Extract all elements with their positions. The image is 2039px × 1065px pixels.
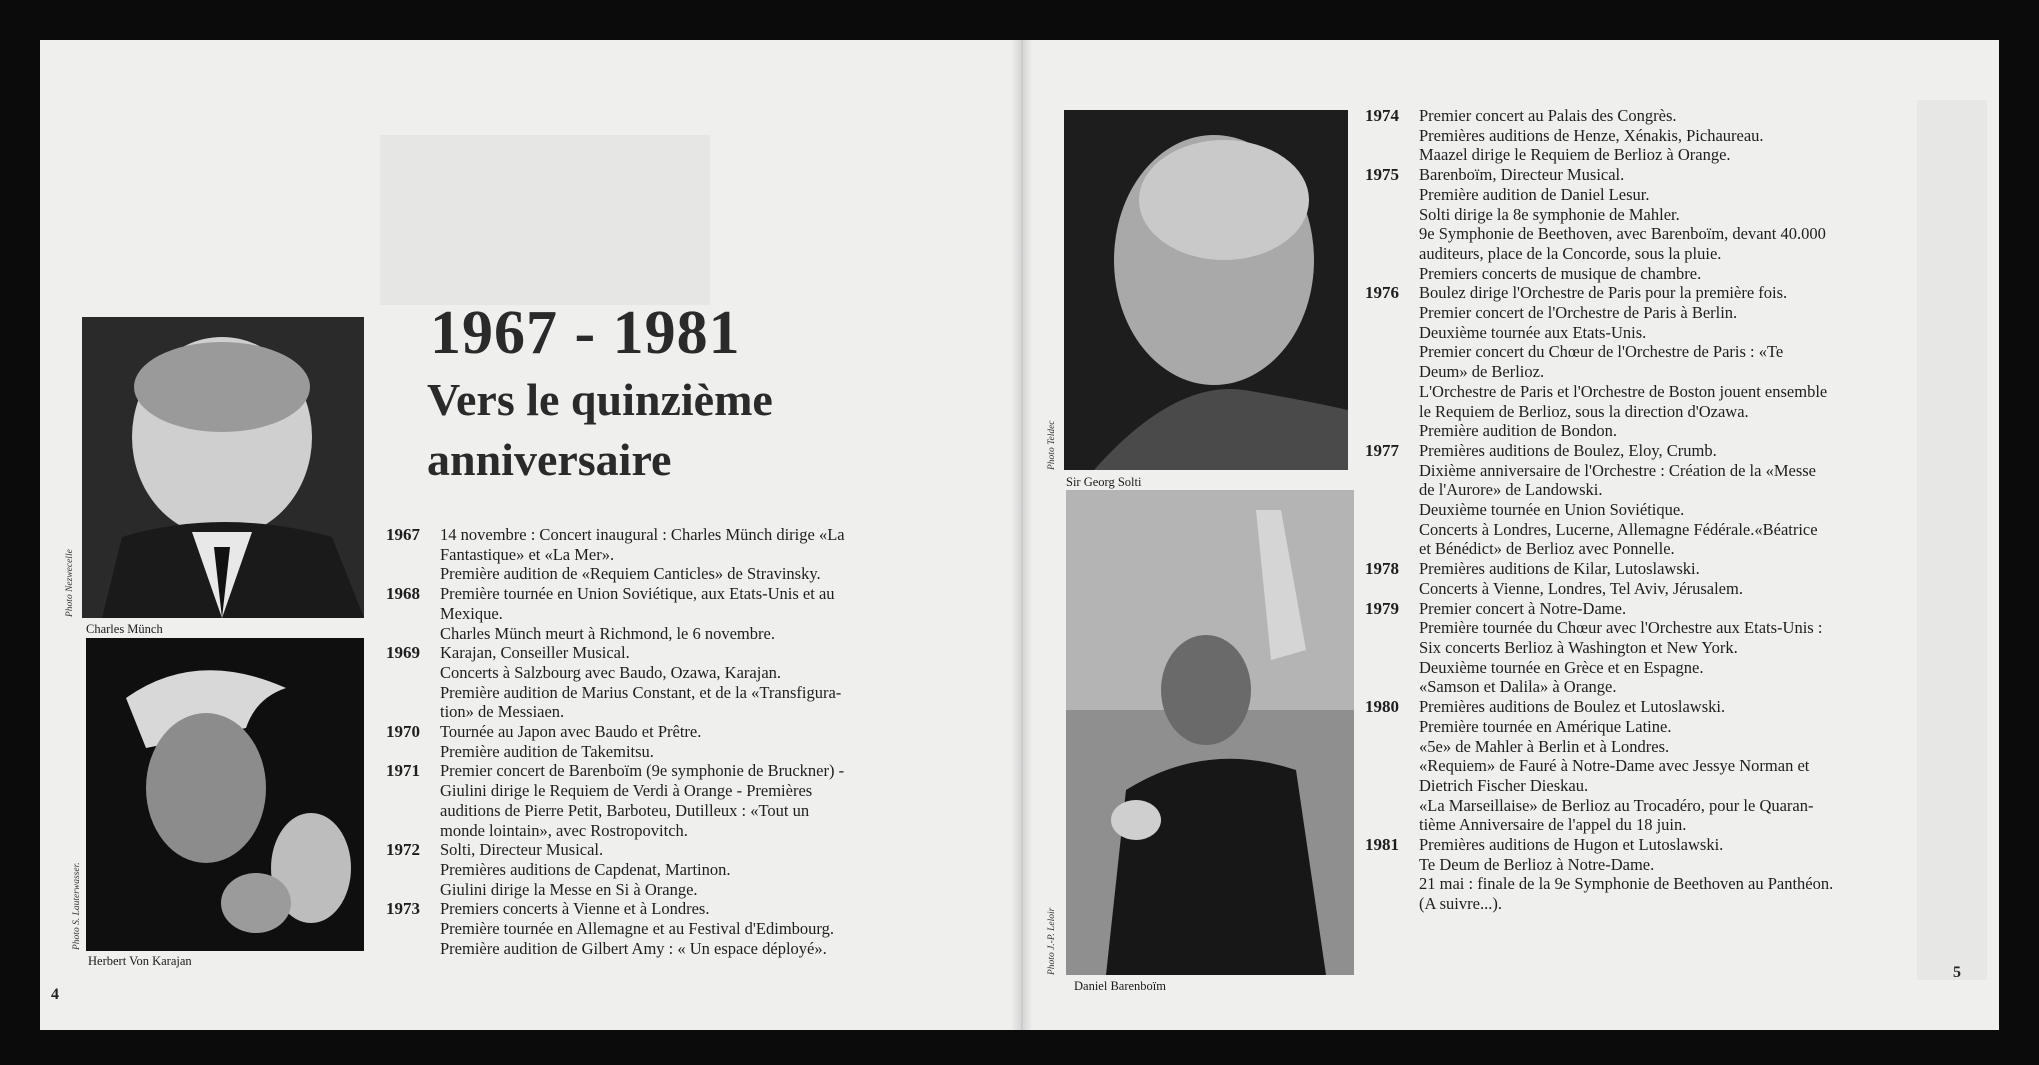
timeline-line: Première tournée en Amérique Latine.	[1419, 716, 1672, 736]
timeline-year: 1967	[386, 525, 420, 544]
timeline-line: Première audition de Takemitsu.	[440, 741, 654, 761]
caption-charles-munch: Charles Münch	[86, 622, 163, 636]
timeline-line: Te Deum de Berlioz à Notre-Dame.	[1419, 854, 1655, 874]
timeline-line: monde lointain», avec Rostropovitch.	[440, 820, 688, 840]
caption-daniel-barenboim: Daniel Barenboïm	[1074, 979, 1166, 993]
timeline-line: Solti dirige la 8e symphonie de Mahler.	[1419, 204, 1680, 224]
page-number-right: 5	[1953, 964, 1961, 981]
timeline-line: Tournée au Japon avec Baudo et Prêtre.	[440, 722, 702, 742]
timeline-line: «Samson et Dalila» à Orange.	[1419, 677, 1617, 697]
timeline-line: Six concerts Berlioz à Washington et New York.	[1419, 637, 1738, 657]
timeline-line: Barenboïm, Directeur Musical.	[1419, 165, 1625, 185]
timeline-entry-1971	[386, 761, 1006, 840]
timeline-line: «5e» de Mahler à Berlin et à Londres.	[1419, 736, 1670, 756]
timeline-line: Première audition de Daniel Lesur.	[1419, 184, 1650, 204]
timeline-line: Premier concert à Notre-Dame.	[1419, 598, 1627, 618]
timeline-line: Premières auditions de Boulez, Eloy, Crumb.	[1419, 440, 1717, 460]
page-title-subtitle: Vers le quinzième anniversaire	[427, 374, 773, 485]
timeline-year: 1970	[386, 722, 420, 742]
portrait-illustration	[86, 638, 364, 951]
timeline-line: Premier concert de Barenboïm (9e symphonie de Bruckner) -	[440, 761, 845, 781]
timeline-line: Karajan, Conseiller Musical.	[440, 643, 630, 663]
timeline-line: Deuxième tournée aux Etats-Unis.	[1419, 322, 1647, 342]
timeline-line: Premiers concerts de musique de chambre.	[1419, 263, 1702, 283]
portrait-illustration	[1064, 110, 1348, 470]
timeline-line: Charles Münch meurt à Richmond, le 6 novembre.	[440, 623, 775, 643]
timeline-left	[386, 525, 1006, 958]
timeline-entry-1970	[386, 722, 1006, 761]
right-page	[1022, 40, 1999, 1030]
timeline-line: Première tournée en Allemagne et au Festival d'Edimbourg.	[440, 919, 834, 939]
timeline-line: Premières auditions de Capdenat, Martinon.	[440, 859, 731, 879]
timeline-entry-1974	[1365, 106, 1975, 165]
photo-credit-solti: Photo Teldec	[1047, 420, 1057, 470]
timeline-line: 14 novembre : Concert inaugural : Charles Münch dirige «La	[440, 525, 845, 544]
timeline-line: auditeurs, place de la Concorde, sous la pluie.	[1419, 243, 1722, 263]
timeline-line: et Bénédict» de Berlioz avec Ponnelle.	[1419, 539, 1675, 559]
timeline-line: Premier concert au Palais des Congrès.	[1419, 106, 1677, 125]
timeline-right	[1365, 106, 1975, 914]
photo-charles-munch	[82, 317, 364, 618]
timeline-line: L'Orchestre de Paris et l'Orchestre de Boston jouent ensemble	[1419, 381, 1828, 401]
timeline-line: Premier concert du Chœur de l'Orchestre de Paris : «Te	[1419, 342, 1784, 362]
timeline-line: Mexique.	[440, 603, 503, 623]
timeline-line: Première tournée en Union Soviétique, aux Etats-Unis et au	[440, 584, 835, 604]
timeline-line: Premier concert de l'Orchestre de Paris à Berlin.	[1419, 303, 1738, 323]
photo-daniel-barenboim	[1066, 490, 1354, 975]
timeline-line: Fantastique» et «La Mer».	[440, 544, 615, 564]
page-title-years: 1967 - 1981	[430, 299, 741, 367]
timeline-year: 1978	[1365, 559, 1399, 579]
timeline-entry-1981	[1365, 835, 1975, 914]
timeline-year: 1968	[386, 584, 420, 604]
photo-credit-munch: Photo Nezwecelle	[65, 549, 75, 617]
timeline-entry-1968	[386, 584, 1006, 643]
timeline-line: Premières auditions de Hugon et Lutoslawski.	[1419, 835, 1724, 855]
timeline-line: Première audition de Marius Constant, et de la «Transfigura-	[440, 682, 842, 702]
timeline-line: Deum» de Berlioz.	[1419, 362, 1545, 382]
timeline-line: Deuxième tournée en Union Soviétique.	[1419, 500, 1685, 520]
caption-karajan: Herbert Von Karajan	[88, 954, 192, 968]
timeline-year: 1971	[386, 761, 420, 781]
timeline-line: «La Marseillaise» de Berlioz au Trocadéro, pour le Quaran-	[1419, 795, 1814, 815]
timeline-entry-1976	[1365, 283, 1975, 441]
timeline-line: Giulini dirige le Requiem de Verdi à Orange - Premières	[440, 781, 813, 801]
timeline-line: de l'Aurore» de Landowski.	[1419, 480, 1603, 500]
timeline-line: Premières auditions de Boulez et Lutoslawski.	[1419, 697, 1726, 717]
timeline-entry-1969	[386, 643, 1006, 722]
photo-credit-barenboim: Photo J.-P. Leloir	[1047, 907, 1057, 975]
timeline-line: «Requiem» de Fauré à Notre-Dame avec Jessye Norman et	[1419, 756, 1810, 776]
timeline-line: Première tournée du Chœur avec l'Orchestre aux Etats-Unis :	[1419, 618, 1823, 638]
timeline-year: 1975	[1365, 165, 1399, 185]
timeline-line: Première audition de «Requiem Canticles» de Stravinsky.	[440, 564, 821, 584]
timeline-line: Boulez dirige l'Orchestre de Paris pour la première fois.	[1419, 283, 1788, 303]
timeline-line: tième Anniversaire de l'appel du 18 juin.	[1419, 815, 1687, 835]
photo-credit-karajan: Photo S. Lauterwasser.	[72, 862, 82, 950]
timeline-line: Concerts à Vienne, Londres, Tel Aviv, Jérusalem.	[1419, 578, 1743, 598]
timeline-line: Solti, Directeur Musical.	[440, 840, 604, 860]
timeline-entry-1977	[1365, 441, 1975, 559]
timeline-entry-1975	[1365, 165, 1975, 283]
timeline-line: tion» de Messiaen.	[440, 702, 565, 722]
timeline-year: 1972	[386, 840, 420, 860]
timeline-line: Première audition de Bondon.	[1419, 421, 1617, 441]
timeline-line: Deuxième tournée en Grèce et en Espagne.	[1419, 657, 1704, 677]
photo-georg-solti	[1064, 110, 1348, 470]
timeline-year: 1969	[386, 643, 420, 663]
timeline-line: auditions de Pierre Petit, Barboteu, Dutilleux : «Tout un	[440, 800, 810, 820]
portrait-illustration	[1066, 490, 1354, 975]
timeline-line: Dixième anniversaire de l'Orchestre : Création de la «Messe	[1419, 460, 1816, 480]
timeline-entry-1973	[386, 899, 1006, 958]
timeline-line: Premières auditions de Henze, Xénakis, Pichaureau.	[1419, 125, 1764, 145]
bleed-through-shade	[380, 135, 710, 305]
timeline-line: Concerts à Salzbourg avec Baudo, Ozawa, Karajan.	[440, 662, 782, 682]
timeline-line: 9e Symphonie de Beethoven, avec Barenboïm, devant 40.000	[1419, 224, 1826, 244]
timeline-line: Premières auditions de Kilar, Lutoslawski.	[1419, 559, 1700, 579]
timeline-entry-1979	[1365, 599, 1975, 698]
timeline-line: 21 mai : finale de la 9e Symphonie de Beethoven au Panthéon.	[1419, 874, 1834, 894]
page-number-left: 4	[51, 986, 59, 1003]
timeline-year: 1976	[1365, 283, 1399, 303]
timeline-year: 1981	[1365, 835, 1399, 855]
timeline-line: Dietrich Fischer Dieskau.	[1419, 775, 1589, 795]
left-page	[40, 40, 1022, 1030]
timeline-line: Première audition de Gilbert Amy : « Un espace déployé».	[440, 938, 827, 958]
timeline-entry-1980	[1365, 697, 1975, 835]
timeline-line: le Requiem de Berlioz, sous la direction d'Ozawa.	[1419, 401, 1749, 421]
caption-georg-solti: Sir Georg Solti	[1066, 475, 1142, 489]
timeline-line: Giulini dirige la Messe en Si à Orange.	[440, 879, 698, 899]
timeline-year: 1974	[1365, 106, 1399, 125]
timeline-line: Maazel dirige le Requiem de Berlioz à Orange.	[1419, 145, 1731, 165]
timeline-entry-1978	[1365, 559, 1975, 598]
timeline-entry-1967	[386, 525, 1006, 584]
timeline-line: Premiers concerts à Vienne et à Londres.	[440, 899, 710, 919]
timeline-year: 1979	[1365, 598, 1399, 618]
timeline-line: Concerts à Londres, Lucerne, Allemagne Fédérale.«Béatrice	[1419, 519, 1818, 539]
photo-karajan	[86, 638, 364, 951]
portrait-illustration	[82, 317, 364, 618]
timeline-year: 1977	[1365, 440, 1399, 460]
timeline-year: 1973	[386, 899, 420, 919]
timeline-entry-1972	[386, 840, 1006, 899]
timeline-year: 1980	[1365, 697, 1399, 717]
timeline-line: (A suivre...).	[1419, 894, 1502, 914]
